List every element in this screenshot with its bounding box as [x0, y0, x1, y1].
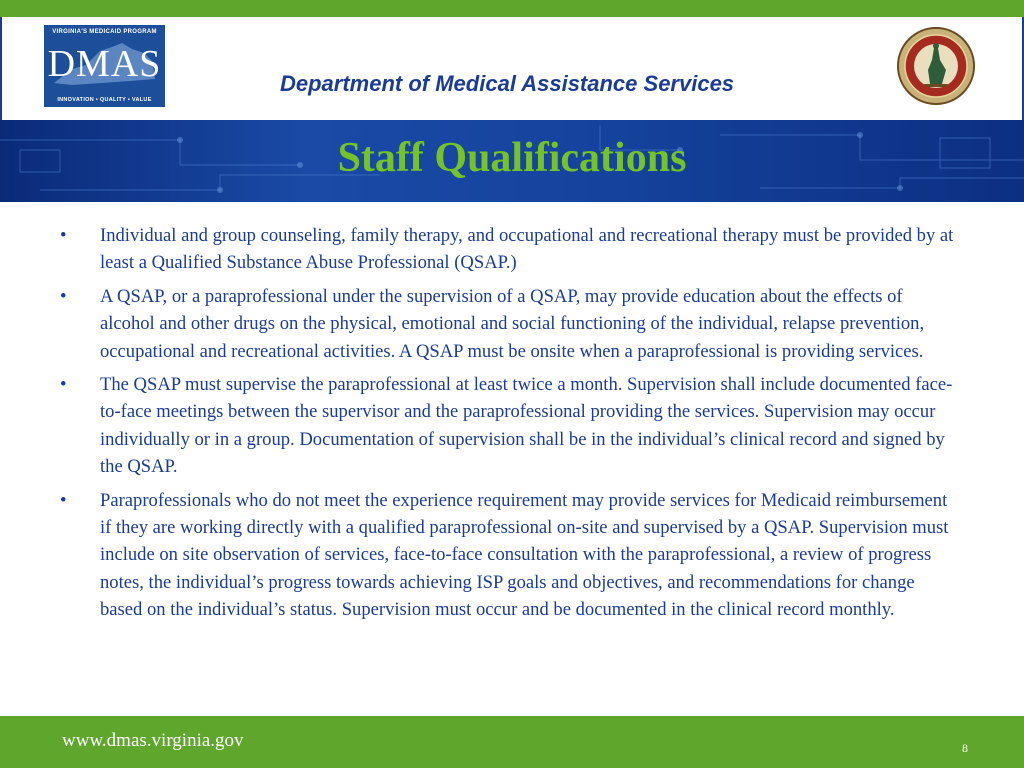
- bullet-icon: •: [60, 489, 67, 511]
- list-item: [60, 222, 960, 277]
- list-item: [60, 487, 960, 624]
- bullet-icon: •: [60, 374, 67, 396]
- bullet-icon: •: [60, 285, 67, 307]
- department-name: Department of Medical Assistance Services: [280, 71, 735, 96]
- list-item: [60, 371, 960, 481]
- page-number: 8: [962, 741, 968, 755]
- header-bar: [0, 17, 1024, 120]
- bullet-text: The QSAP must supervise the paraprofessional at least twice a month. Supervision shall include documented face-to-face meetings between the supervisor and the paraprofessional providing the services. Supervision may occur individually or in a group. Documentation of supervision shall be in the individual’s clinical record and signed by the QSAP.: [100, 374, 953, 478]
- list-item: [60, 283, 960, 365]
- logo-top-text: VIRGINIA'S MEDICAID PROGRAM: [52, 29, 157, 35]
- logo-tagline: INNOVATION • QUALITY • VALUE: [57, 97, 152, 103]
- footer-bar: [0, 716, 1024, 768]
- virginia-state-seal-icon: [896, 26, 976, 106]
- website-link[interactable]: www.dmas.virginia.gov: [62, 730, 244, 751]
- dmas-logo: [44, 25, 165, 107]
- bullet-list: [60, 222, 960, 630]
- bullet-text: Individual and group counseling, family therapy, and occupational and recreational therapy must be provided by at least a Qualified Substance Abuse Professional (QSAP.): [100, 225, 954, 274]
- bullet-text: A QSAP, or a paraprofessional under the supervision of a QSAP, may provide education about the effects of alcohol and other drugs on the physical, emotional and social functioning of the individual, relapse prevention, occupational and recreational activities. A QSAP must be onsite when a paraprofessional is providing services.: [100, 285, 925, 362]
- bullet-text: Paraprofessionals who do not meet the experience requirement may provide services for Medicaid reimbursement if they are working directly with a qualified paraprofessional on-site and supervised by a QSAP. Supervision must include on site observation of services, face-to-face consultation with the paraprofessional, a review of progress notes, the individual’s progress towards achieving ISP goals and objectives, and recommendations for change based on the individual’s status. Supervision must occur and be documented in the clinical record monthly.: [100, 489, 949, 621]
- top-green-strip: [0, 0, 1024, 17]
- logo-wordmark: DMAS: [47, 43, 162, 85]
- slide-title: Staff Qualifications: [337, 135, 687, 181]
- bullet-icon: •: [60, 225, 67, 246]
